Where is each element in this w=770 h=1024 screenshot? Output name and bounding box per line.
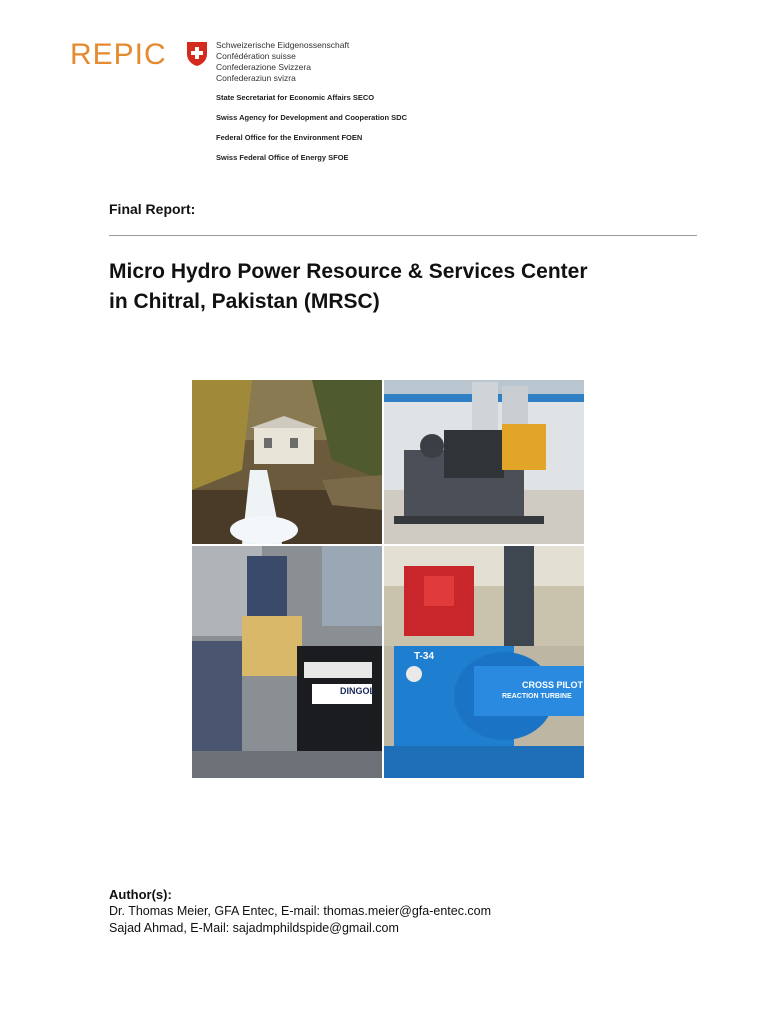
dingol-brand-label: DINGOL xyxy=(340,686,375,696)
agency-foen: Federal Office for the Environment FOEN xyxy=(216,133,363,142)
photo-collage xyxy=(192,380,584,778)
turbine-label-2: REACTION TURBINE xyxy=(502,693,572,700)
photo-cross-flow-turbine xyxy=(384,546,584,778)
agency-sfoe: Swiss Federal Office of Energy SFOE xyxy=(216,153,349,162)
report-title: Micro Hydro Power Resource & Services Center in Chitral, Pakistan (MRSC) xyxy=(109,260,588,313)
report-type-label: Final Report: xyxy=(109,201,196,217)
agency-seco: State Secretariat for Economic Affairs SECO xyxy=(216,93,375,102)
agency-sdc: Swiss Agency for Development and Cooperation SDC xyxy=(216,113,408,122)
repic-logo: REPIC xyxy=(70,38,167,71)
author-line: Sajad Ahmad, E-Mail: sajadmphildspide@gmail.com xyxy=(109,921,399,935)
authors-heading: Author(s): xyxy=(109,887,172,902)
photo-dingol-generator xyxy=(192,546,382,778)
turbine-tag: T-34 xyxy=(414,651,435,662)
swiss-shield-icon xyxy=(186,41,208,67)
agency-list xyxy=(216,93,407,173)
turbine-label-1: CROSS PILOT xyxy=(522,680,584,690)
confederation-text: Schweizerische Eidgenossenschaft Confédération suisse Confederazione Svizzera Confederaziun svizra xyxy=(216,40,350,83)
divider xyxy=(109,235,697,236)
authors-block xyxy=(109,886,491,937)
photo-powerhouse xyxy=(192,380,382,544)
author-line: Dr. Thomas Meier, GFA Entec, E-mail: thomas.meier@gfa-entec.com xyxy=(109,904,492,918)
photo-generator-room xyxy=(384,380,584,544)
